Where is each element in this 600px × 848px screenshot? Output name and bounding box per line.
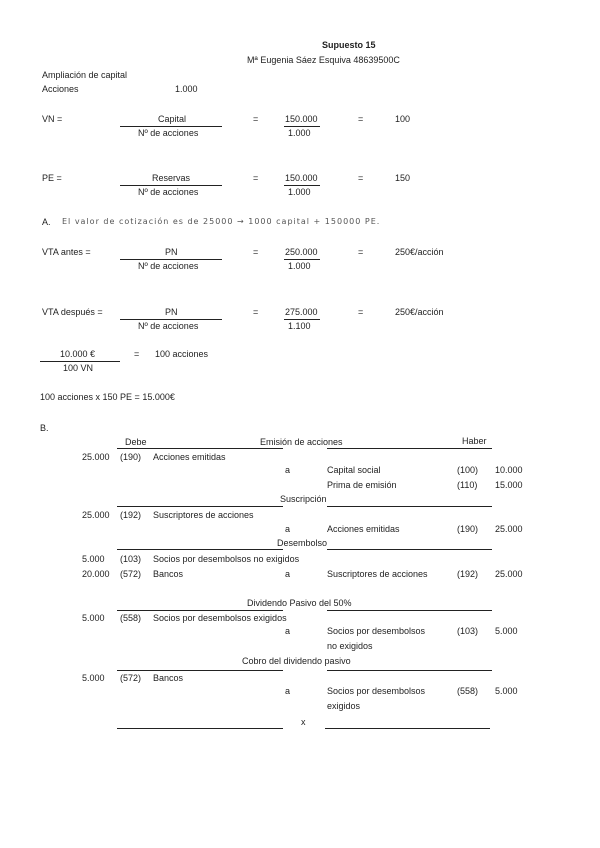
entry-title: Cobro del dividendo pasivo bbox=[242, 656, 351, 666]
account-code: (192) bbox=[457, 569, 479, 579]
equals: = bbox=[253, 173, 259, 183]
fraction-line bbox=[284, 185, 320, 186]
account-name: Acciones emitidas bbox=[153, 452, 226, 462]
account-code: (100) bbox=[457, 465, 479, 475]
fraction-line bbox=[284, 319, 320, 320]
vn-denominator: Nº de acciones bbox=[138, 128, 199, 138]
fraction-line bbox=[284, 259, 320, 260]
entry-title: Desembolso bbox=[277, 538, 328, 548]
ledger-line bbox=[327, 670, 492, 671]
vta-antes-num-value: 250.000 bbox=[285, 247, 318, 257]
account-code: (190) bbox=[120, 452, 142, 462]
author-line: Mª Eugenia Sáez Esquiva 48639500C bbox=[247, 55, 400, 65]
vta-antes-numerator: PN bbox=[165, 247, 178, 257]
account-name-cont: exigidos bbox=[327, 701, 361, 711]
section-heading: Ampliación de capital bbox=[42, 70, 128, 80]
fraction-line bbox=[120, 259, 222, 260]
vta-antes-label: VTA antes = bbox=[42, 247, 91, 257]
vta-antes-den-value: 1.000 bbox=[288, 261, 311, 271]
account-name: Socios por desembolsos exigidos bbox=[153, 613, 287, 623]
credit-amount: 10.000 bbox=[495, 465, 523, 475]
pe-denominator: Nº de acciones bbox=[138, 187, 199, 197]
calc-result: 100 acciones bbox=[155, 349, 209, 359]
a-connector: a bbox=[285, 524, 291, 534]
x-mark: x bbox=[301, 717, 306, 727]
ledger-line bbox=[327, 448, 492, 449]
vn-label: VN = bbox=[42, 114, 63, 124]
a-connector: a bbox=[285, 686, 291, 696]
account-name: Suscriptores de acciones bbox=[153, 510, 254, 520]
ledger-line bbox=[327, 549, 492, 550]
equals: = bbox=[358, 307, 364, 317]
ledger-line bbox=[117, 610, 283, 611]
equals: = bbox=[358, 114, 364, 124]
account-code: (558) bbox=[457, 686, 479, 696]
note-a-label: A. bbox=[42, 217, 51, 227]
equals: = bbox=[134, 349, 140, 359]
vta-despues-denominator: Nº de acciones bbox=[138, 321, 199, 331]
vta-despues-numerator: PN bbox=[165, 307, 178, 317]
ledger-line bbox=[117, 728, 283, 729]
entry-title: Emisión de acciones bbox=[260, 437, 343, 447]
entry-title: Suscripción bbox=[280, 494, 327, 504]
account-name: Prima de emisión bbox=[327, 480, 397, 490]
ledger-line bbox=[117, 670, 283, 671]
credit-amount: 25.000 bbox=[495, 569, 523, 579]
vta-antes-result: 250€/acción bbox=[395, 247, 444, 257]
haber-header: Haber bbox=[462, 436, 487, 446]
debe-header: Debe bbox=[125, 437, 147, 447]
debit-amount: 25.000 bbox=[82, 452, 110, 462]
account-name: Bancos bbox=[153, 569, 184, 579]
vn-result: 100 bbox=[395, 114, 411, 124]
account-code: (558) bbox=[120, 613, 142, 623]
ledger-line bbox=[117, 506, 283, 507]
entry-title: Dividendo Pasivo del 50% bbox=[247, 598, 352, 608]
account-name-cont: no exigidos bbox=[327, 641, 373, 651]
account-name: Socios por desembolsos bbox=[327, 686, 426, 696]
vn-den-value: 1.000 bbox=[288, 128, 311, 138]
a-connector: a bbox=[285, 569, 291, 579]
account-name: Suscriptores de acciones bbox=[327, 569, 428, 579]
debit-amount: 5.000 bbox=[82, 613, 105, 623]
account-code: (572) bbox=[120, 569, 142, 579]
pe-den-value: 1.000 bbox=[288, 187, 311, 197]
equals: = bbox=[253, 114, 259, 124]
acciones-label: Acciones bbox=[42, 84, 79, 94]
fraction-line bbox=[284, 126, 320, 127]
account-name: Capital social bbox=[327, 465, 381, 475]
ledger-line bbox=[325, 728, 490, 729]
a-connector: a bbox=[285, 626, 291, 636]
ledger-line bbox=[117, 448, 283, 449]
debit-amount: 25.000 bbox=[82, 510, 110, 520]
debit-amount: 5.000 bbox=[82, 673, 105, 683]
account-code: (110) bbox=[457, 480, 478, 490]
calc-denominator: 100 VN bbox=[63, 363, 94, 373]
calc-numerator: 10.000 € bbox=[60, 349, 96, 359]
acciones-value: 1.000 bbox=[175, 84, 198, 94]
debit-amount: 5.000 bbox=[82, 554, 105, 564]
credit-amount: 5.000 bbox=[495, 686, 518, 696]
account-name: Bancos bbox=[153, 673, 184, 683]
account-code: (103) bbox=[457, 626, 479, 636]
calc-line2: 100 acciones x 150 PE = 15.000€ bbox=[40, 392, 175, 402]
account-name: Acciones emitidas bbox=[327, 524, 400, 534]
ledger-line bbox=[117, 549, 283, 550]
pe-label: PE = bbox=[42, 173, 62, 183]
account-code: (192) bbox=[120, 510, 142, 520]
pe-num-value: 150.000 bbox=[285, 173, 318, 183]
pe-numerator: Reservas bbox=[152, 173, 191, 183]
a-connector: a bbox=[285, 465, 291, 475]
credit-amount: 15.000 bbox=[495, 480, 523, 490]
equals: = bbox=[253, 307, 259, 317]
vta-despues-num-value: 275.000 bbox=[285, 307, 318, 317]
account-code: (190) bbox=[457, 524, 479, 534]
account-name: Socios por desembolsos no exigidos bbox=[153, 554, 300, 564]
vn-numerator: Capital bbox=[158, 114, 187, 124]
fraction-line bbox=[120, 126, 222, 127]
account-code: (572) bbox=[120, 673, 142, 683]
account-code: (103) bbox=[120, 554, 142, 564]
section-b: B. bbox=[40, 423, 49, 433]
credit-amount: 25.000 bbox=[495, 524, 523, 534]
credit-amount: 5.000 bbox=[495, 626, 518, 636]
fraction-line bbox=[120, 319, 222, 320]
doc-title: Supuesto 15 bbox=[322, 40, 376, 50]
vta-despues-result: 250€/acción bbox=[395, 307, 444, 317]
pe-result: 150 bbox=[395, 173, 411, 183]
equals: = bbox=[358, 247, 364, 257]
equals: = bbox=[253, 247, 259, 257]
account-name: Socios por desembolsos bbox=[327, 626, 426, 636]
handwritten-note: El valor de cotización es de 25000 → 1000 capital + 150000 PE. bbox=[62, 217, 381, 226]
vta-despues-den-value: 1.100 bbox=[288, 321, 311, 331]
fraction-line bbox=[40, 361, 120, 362]
vta-despues-label: VTA después = bbox=[42, 307, 103, 317]
equals: = bbox=[358, 173, 364, 183]
ledger-line bbox=[327, 610, 492, 611]
debit-amount: 20.000 bbox=[82, 569, 110, 579]
ledger-line bbox=[327, 506, 492, 507]
fraction-line bbox=[120, 185, 222, 186]
vn-num-value: 150.000 bbox=[285, 114, 318, 124]
vta-antes-denominator: Nº de acciones bbox=[138, 261, 199, 271]
